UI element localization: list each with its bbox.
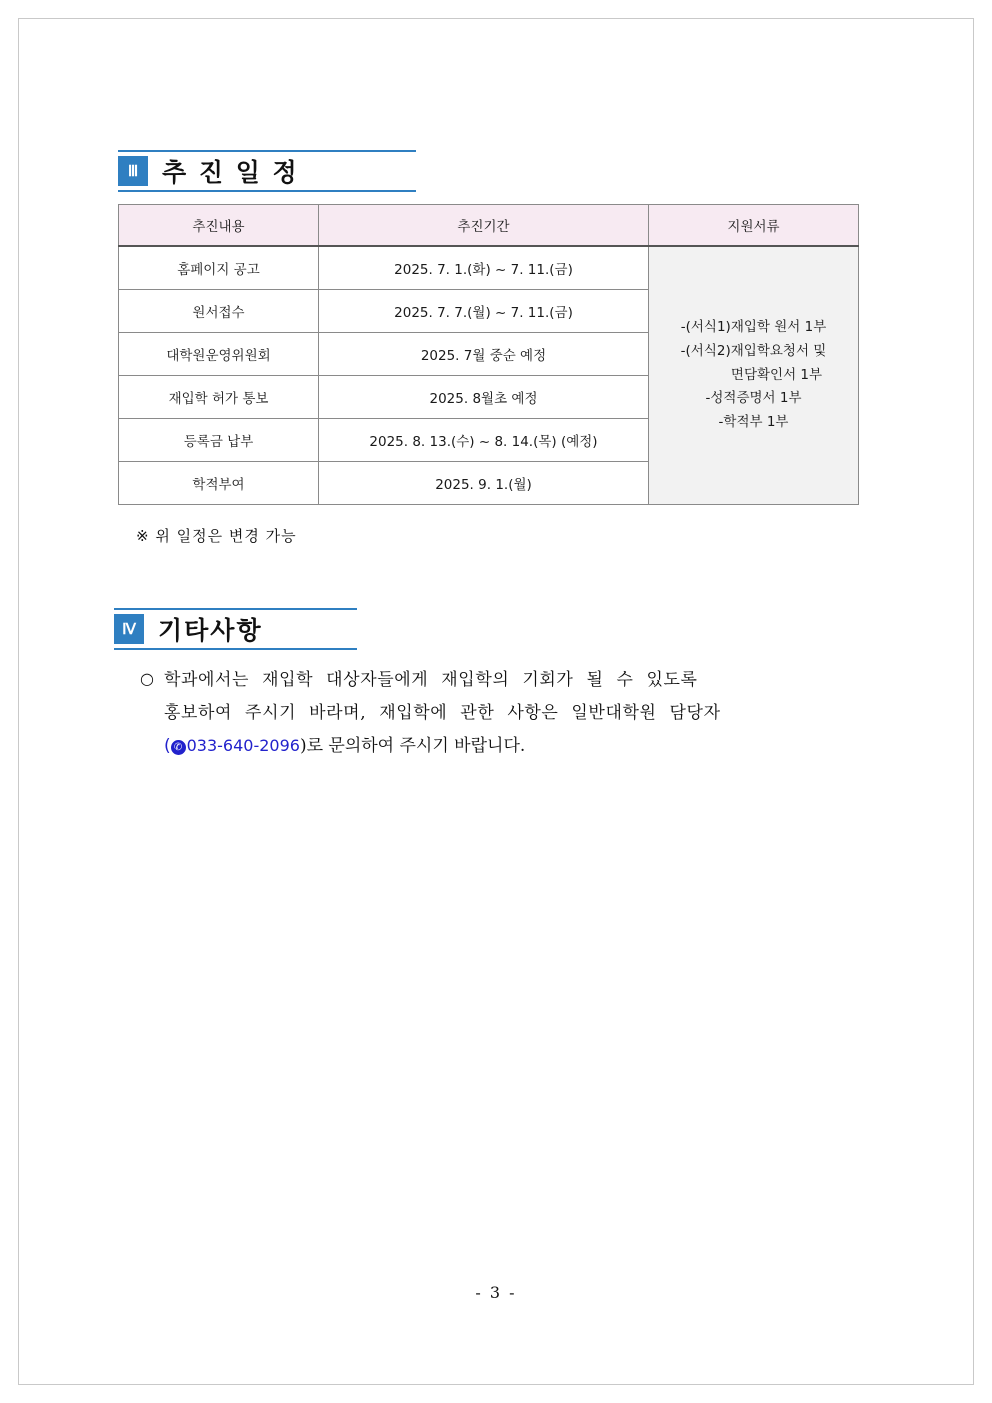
heading-rule-bottom — [118, 190, 416, 192]
page-number: - 3 - — [475, 1283, 517, 1302]
paragraph-line-1: 학과에서는 재입학 대상자들에게 재입학의 기회가 될 수 있도록 — [163, 670, 698, 690]
table-header-row — [119, 205, 859, 247]
cell-period: 2025. 8월초 예정 — [319, 376, 649, 419]
cell-item: 재입학 허가 통보 — [119, 376, 319, 419]
other-matters-paragraph-block — [140, 664, 878, 763]
paragraph-line-3-suffix: )로 문의하여 주시기 바랍니다. — [299, 736, 526, 757]
cell-documents — [649, 246, 859, 505]
paragraph-line-2: 홍보하여 주시기 바라며, 재입학에 관한 사항은 일반대학원 담당자 — [163, 703, 721, 724]
section-title-3: 추 진 일 정 — [162, 158, 299, 187]
heading-rule-top — [114, 608, 357, 610]
cell-period: 2025. 8. 13.(수) ~ 8. 14.(목) (예정) — [319, 419, 649, 462]
column-header-item: 추진내용 — [119, 205, 319, 247]
cell-period: 2025. 7. 1.(화) ~ 7. 11.(금) — [319, 246, 649, 290]
paragraph-line-3 — [164, 730, 854, 763]
cell-item: 학적부여 — [119, 462, 319, 505]
section-heading-schedule — [118, 150, 878, 192]
cell-item: 홈페이지 공고 — [119, 246, 319, 290]
cell-item: 대학원운영위원회 — [119, 333, 319, 376]
other-matters-paragraph — [164, 664, 854, 763]
phone-icon: ✆ — [171, 740, 186, 755]
section-title-4: 기타사항 — [158, 616, 263, 645]
heading-rule-top — [118, 150, 416, 152]
column-header-documents: 지원서류 — [649, 205, 859, 247]
section-number-3: Ⅲ — [118, 156, 148, 186]
section-number-4: Ⅳ — [114, 614, 144, 644]
document-line-5: -학적부 1부 — [718, 413, 789, 430]
schedule-table — [118, 204, 859, 505]
cell-period: 2025. 9. 1.(월) — [319, 462, 649, 505]
section-heading-other — [114, 608, 878, 650]
contact-phone-number: 033-640-2096 — [186, 736, 300, 756]
schedule-note: ※ 위 일정은 변경 가능 — [136, 527, 297, 545]
section-other-matters — [118, 608, 878, 763]
table-row — [119, 246, 859, 290]
document-line-3: 면담확인서 1부 — [730, 366, 823, 383]
cell-item: 등록금 납부 — [119, 419, 319, 462]
bullet-marker: ○ — [140, 669, 154, 688]
document-line-2: -(서식2)재입학요청서 및 — [680, 343, 827, 360]
document-line-4: -성적증명서 1부 — [705, 390, 802, 407]
column-header-period: 추진기간 — [319, 205, 649, 247]
heading-rule-bottom — [114, 648, 357, 650]
document-line-1: -(서식1)재입학 원서 1부 — [680, 319, 827, 336]
cell-item: 원서접수 — [119, 290, 319, 333]
document-content — [118, 150, 878, 763]
cell-period: 2025. 7월 중순 예정 — [319, 333, 649, 376]
cell-period: 2025. 7. 7.(월) ~ 7. 11.(금) — [319, 290, 649, 333]
paren-open: ( — [163, 736, 171, 757]
